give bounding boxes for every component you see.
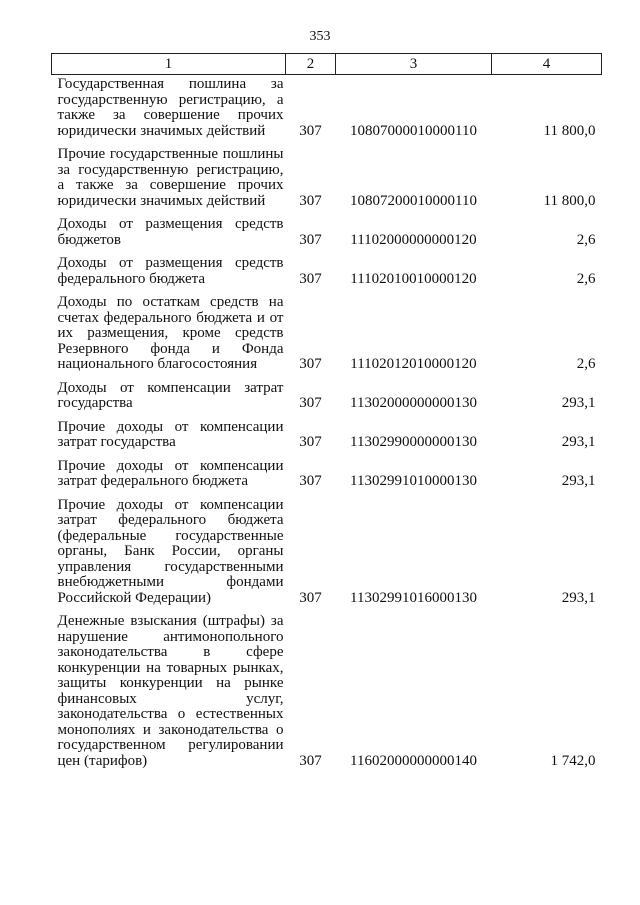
table-row [52, 209, 602, 248]
table-row [52, 139, 602, 209]
row-budget-code: 11302990000000130 [350, 434, 477, 450]
row-amount: 2,6 [576, 356, 596, 372]
row-amount: 293,1 [561, 473, 596, 489]
header-col-3: 3 [336, 54, 492, 75]
row-name: Государственная пошлина за государственную регистрацию, а также за совершение прочих юридически значимых действий [57, 76, 284, 139]
row-amount: 293,1 [561, 589, 596, 606]
row-budget-code: 11102012010000120 [350, 356, 477, 372]
table-body [52, 75, 602, 770]
table-row [52, 412, 602, 451]
row-admin-code: 307 [299, 395, 322, 411]
row-admin-code: 307 [299, 122, 322, 139]
row-name: Денежные взыскания (штрафы) за нарушение антимонопольного законодательства в сфере конкуренции на товарных рынках, защиты конкуренции на рынке финансовых услуг, законодательства о естественных монополиях и законодательства о государственном регулировании цен (тарифов) [57, 613, 284, 769]
row-amount: 2,6 [576, 231, 596, 248]
row-admin-code: 307 [299, 752, 322, 769]
row-name: Доходы по остаткам средств на счетах федерального бюджета и от их размещения, кроме средств Резервного фонда и Фонда национального благосостояния [57, 294, 284, 372]
row-admin-code: 307 [299, 473, 322, 489]
row-budget-code: 11602000000000140 [350, 752, 477, 769]
row-admin-code: 307 [299, 192, 322, 209]
table-header [52, 54, 602, 75]
row-admin-code: 307 [299, 434, 322, 450]
header-col-4: 4 [492, 54, 602, 75]
row-amount: 11 800,0 [543, 122, 596, 139]
row-name: Доходы от размещения средств бюджетов [57, 216, 284, 248]
row-admin-code: 307 [299, 589, 322, 606]
table-row [52, 490, 602, 607]
row-budget-code: 10807000010000110 [350, 122, 477, 139]
row-name: Прочие доходы от компенсации затрат государства [57, 418, 284, 450]
table-row [52, 373, 602, 412]
row-budget-code: 11302991016000130 [350, 589, 477, 606]
row-budget-code: 11102000000000120 [350, 231, 477, 248]
row-admin-code: 307 [299, 356, 322, 372]
table-row [52, 75, 602, 140]
header-col-1: 1 [52, 54, 286, 75]
row-name: Прочие доходы от компенсации затрат федерального бюджета [57, 457, 284, 489]
row-name: Прочие государственные пошлины за государственную регистрацию, а также за совершение прочих юридически значимых действий [57, 146, 284, 209]
page-number: 353 [309, 29, 331, 44]
row-budget-code: 11102010010000120 [350, 270, 477, 287]
row-admin-code: 307 [299, 231, 322, 248]
budget-revenue-table [51, 53, 602, 769]
row-admin-code: 307 [299, 270, 322, 287]
table-row [52, 606, 602, 769]
row-budget-code: 10807200010000110 [350, 192, 477, 209]
row-name: Доходы от компенсации затрат государства [57, 379, 284, 411]
row-budget-code: 11302000000000130 [350, 395, 477, 411]
row-name: Доходы от размещения средств федерального бюджета [57, 255, 284, 287]
row-name: Прочие доходы от компенсации затрат федерального бюджета (федеральные государственные органы, Банк России, органы управления государственными внебюджетными фондами Российской Федерации) [57, 496, 284, 606]
row-amount: 11 800,0 [543, 192, 596, 209]
table-row [52, 451, 602, 490]
row-amount: 293,1 [561, 395, 596, 411]
table-row [52, 287, 602, 373]
table-row [52, 248, 602, 287]
row-amount: 293,1 [561, 434, 596, 450]
row-amount: 2,6 [576, 270, 596, 287]
header-col-2: 2 [286, 54, 336, 75]
row-amount: 1 742,0 [550, 752, 596, 769]
row-budget-code: 11302991010000130 [350, 473, 477, 489]
